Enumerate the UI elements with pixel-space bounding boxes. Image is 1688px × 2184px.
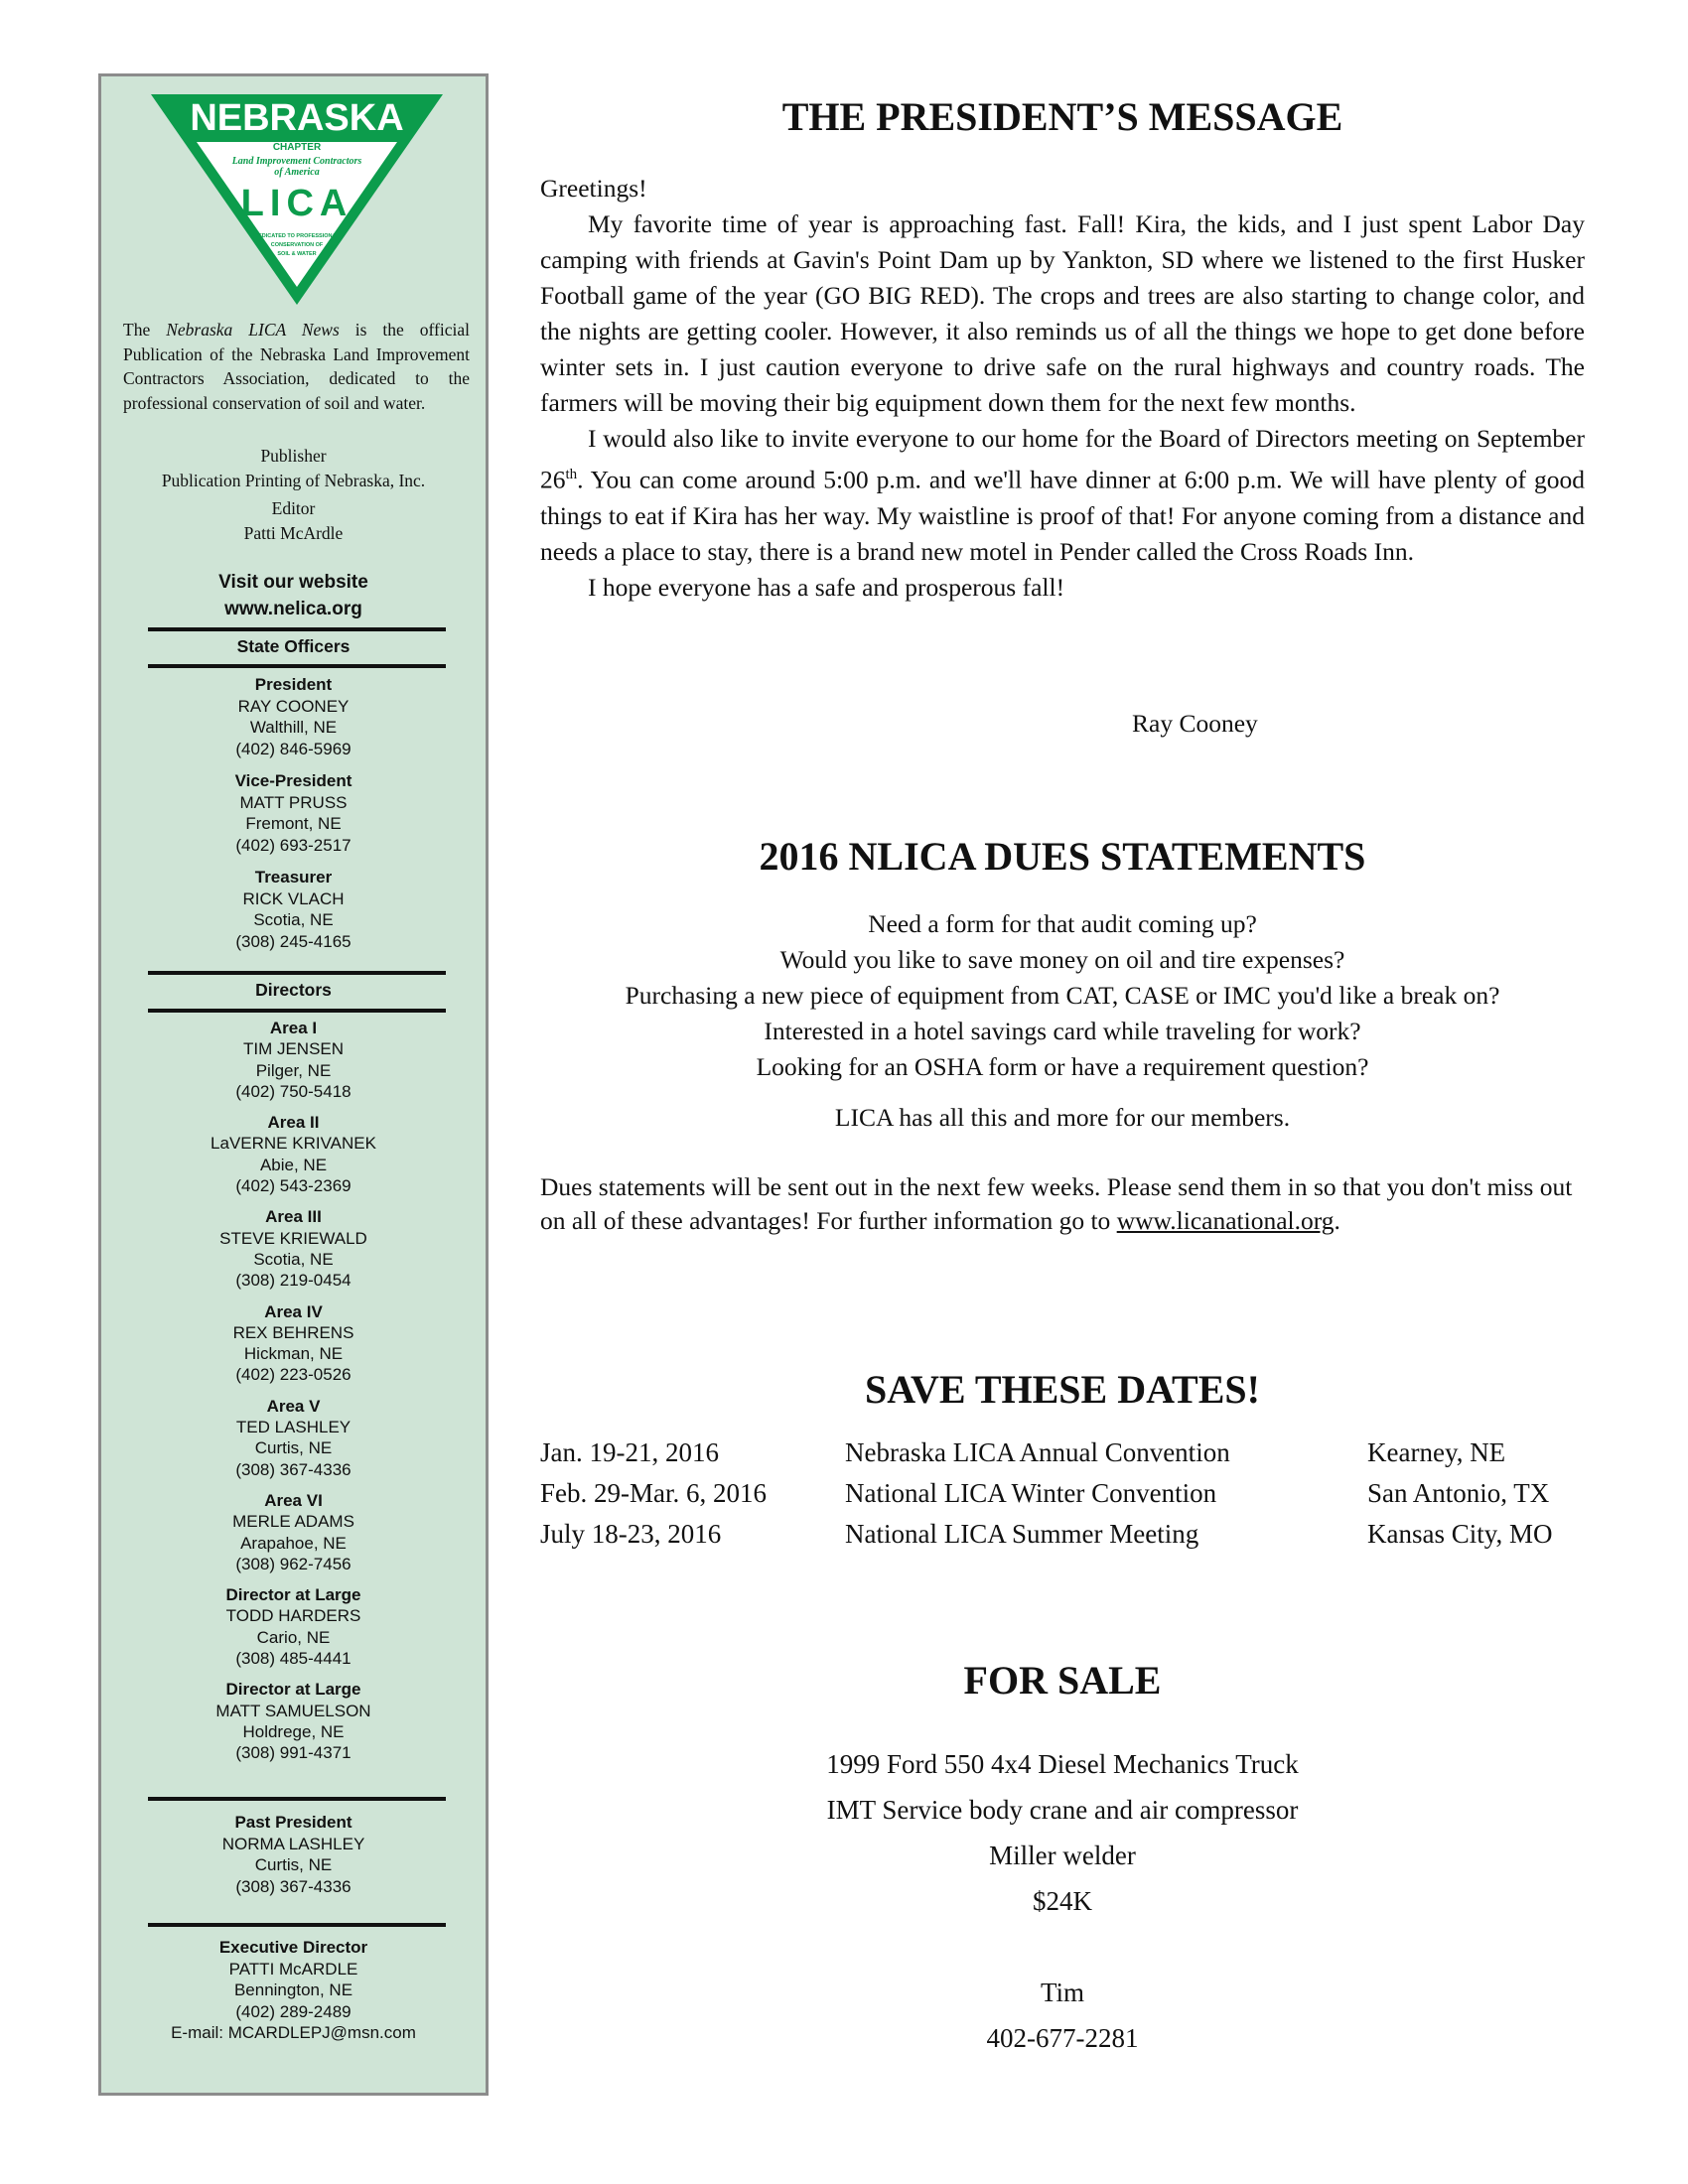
director-role: Area I xyxy=(269,1019,318,1037)
director xyxy=(101,1301,486,1386)
past-president-city: Curtis, NE xyxy=(254,1855,333,1874)
director-role: Area II xyxy=(267,1113,320,1133)
executive-director xyxy=(101,1937,486,2044)
benefit-line: Purchasing a new piece of equipment from CAT, CASE or IMC you'd like a break on? xyxy=(625,981,1500,1010)
logo-motto2: CONSERVATION OF xyxy=(270,242,324,248)
director-role: Director at Large xyxy=(225,1680,361,1700)
sale-contact-phone: 402-677-2281 xyxy=(986,2023,1139,2053)
past-president xyxy=(101,1812,486,1897)
directors-list xyxy=(101,1018,486,1774)
director-name: TIM JENSEN xyxy=(242,1039,345,1059)
dues-heading: 2016 NLICA DUES STATEMENTS xyxy=(759,834,1366,879)
officer-role: Vice-President xyxy=(234,771,352,790)
director-city: Scotia, NE xyxy=(253,1249,334,1269)
officer-name: RICK VLACH xyxy=(242,888,345,908)
logo-line2: of America xyxy=(274,167,320,178)
intro-the: The xyxy=(123,320,151,340)
sale-item: 1999 Ford 550 4x4 Diesel Mechanics Truck xyxy=(826,1749,1299,1779)
state-officers-heading: State Officers xyxy=(236,636,351,656)
divider xyxy=(148,1923,446,1927)
event-name: National LICA Winter Convention xyxy=(845,1478,1217,1508)
director xyxy=(101,1584,486,1669)
divider xyxy=(148,627,446,631)
executive-director-phone: (402) 289-2489 xyxy=(235,2001,352,2021)
logo-motto1: DEDICATED TO PROFESSIONAL xyxy=(254,233,340,239)
divider xyxy=(148,1797,446,1801)
benefit-line: Need a form for that audit coming up? xyxy=(868,909,1257,938)
event-place: Kearney, NE xyxy=(1367,1437,1506,1467)
publisher-editor xyxy=(101,444,486,546)
director-city: Pilger, NE xyxy=(255,1060,332,1080)
event-place: San Antonio, TX xyxy=(1367,1478,1550,1508)
for-sale-heading: FOR SALE xyxy=(963,1658,1162,1703)
executive-director-name: PATTI McARDLE xyxy=(228,1959,358,1979)
director xyxy=(101,1112,486,1196)
lica-national-link[interactable]: www.licanational.org xyxy=(1116,1206,1335,1235)
director-phone: (308) 485-4441 xyxy=(235,1649,352,1669)
greeting: Greetings! xyxy=(540,174,647,203)
masthead-sidebar xyxy=(98,73,489,2096)
director-role: Area III xyxy=(265,1207,322,1227)
website-link[interactable]: www.nelica.org xyxy=(224,599,362,619)
event-place: Kansas City, MO xyxy=(1367,1519,1553,1549)
director-name: MATT SAMUELSON xyxy=(215,1701,371,1720)
director-city: Holdrege, NE xyxy=(242,1721,345,1741)
paragraph-3: I hope everyone has a safe and prosperous fall! xyxy=(588,572,1065,602)
officer-name: MATT PRUSS xyxy=(239,792,348,812)
executive-director-city: Bennington, NE xyxy=(233,1980,353,1999)
benefit-line: Would you like to save money on oil and tire expenses? xyxy=(779,945,1345,974)
director-city: Hickman, NE xyxy=(243,1344,344,1364)
director-name: STEVE KRIEWALD xyxy=(219,1228,367,1248)
director-role: Area VI xyxy=(264,1490,323,1510)
officer-name: RAY COONEY xyxy=(237,696,350,716)
benefit-line: Interested in a hotel savings card while traveling for work? xyxy=(764,1017,1361,1045)
officer-role: Treasurer xyxy=(254,868,333,887)
presidents-message-body xyxy=(540,171,1585,606)
divider xyxy=(148,971,446,975)
officer-phone: (402) 693-2517 xyxy=(235,835,352,855)
director-role: Area IV xyxy=(264,1301,323,1321)
executive-director-email[interactable]: E-mail: MCARDLEPJ@msn.com xyxy=(171,2023,416,2042)
events-table xyxy=(540,1433,1593,1555)
director-city: Arapahoe, NE xyxy=(240,1533,347,1553)
director-city: Abie, NE xyxy=(259,1155,328,1174)
director-role: Director at Large xyxy=(225,1585,361,1605)
dues-paragraph-text: Dues statements will be sent out in the next few weeks. Please send them in so that you don't miss out on all of these advantages! For further information go to xyxy=(540,1172,1573,1235)
website-label: Visit our website xyxy=(218,572,368,593)
director-city: Cario, NE xyxy=(256,1627,331,1647)
website-block xyxy=(101,569,486,622)
spacer xyxy=(536,1924,1589,1970)
director-name: LaVERNE KRIVANEK xyxy=(211,1134,376,1154)
logo-motto3: SOIL & WATER xyxy=(277,251,317,257)
publication-statement xyxy=(123,318,470,415)
dues-paragraph xyxy=(540,1170,1585,1238)
director-phone: (308) 219-0454 xyxy=(235,1271,352,1291)
director xyxy=(101,1679,486,1763)
officer-treasurer xyxy=(101,867,486,952)
paragraph-1: My favorite time of year is approaching fast. Fall! Kira, the kids, and I just spent Labor Day camping with friends at Gavin's Point Dam up by Yankton, SD where we listened to the first Husker Football game of the year (GO BIG RED). The crops and trees are also starting to change color, and the nights are getting cooler. However, it also reminds us of all the things we hope to get done before winter sets in. I just caution everyone to drive safe on the rural highways and country roads. The farmers will be moving their big equipment down them for the next few months. xyxy=(540,209,1585,417)
officer-phone: (308) 245-4165 xyxy=(235,931,352,951)
intro-text: is the official Publication of the Nebraska Land Improvement Contractors Association, dedicated to the professional conservation of soil and water. xyxy=(123,320,470,413)
signature: Ray Cooney xyxy=(1132,709,1258,738)
director-role: Area V xyxy=(266,1396,321,1416)
event-date: Jan. 19-21, 2016 xyxy=(540,1437,719,1467)
director-phone: (402) 543-2369 xyxy=(235,1176,352,1196)
paragraph-2b: . You can come around 5:00 p.m. and we'll have dinner at 6:00 p.m. We will have plenty of good things to eat if Kira has her way. My waistline is proof of that! For anyone coming from a distance and needs a place to stay, there is a brand new motel in Pender called the Cross Roads Inn. xyxy=(540,465,1585,566)
sale-contact-name: Tim xyxy=(1040,1978,1085,2007)
director-name: MERLE ADAMS xyxy=(232,1512,354,1532)
nebraska-lica-logo xyxy=(149,92,445,309)
past-president-name: NORMA LASHLEY xyxy=(221,1834,365,1853)
past-president-phone: (308) 367-4336 xyxy=(235,1876,352,1896)
event-date: July 18-23, 2016 xyxy=(540,1519,722,1549)
director-name: REX BEHRENS xyxy=(232,1322,354,1342)
director-name: TED LASHLEY xyxy=(235,1418,352,1437)
dues-benefits-list xyxy=(536,906,1589,1085)
director-phone: (308) 962-7456 xyxy=(235,1554,352,1573)
officer-role: President xyxy=(254,675,333,694)
paragraph-2a: I would also like to invite everyone to our home for the Board of Directors meeting on September 26 xyxy=(540,424,1585,494)
director-name: TODD HARDERS xyxy=(225,1606,361,1626)
paragraph-2 xyxy=(540,421,1585,570)
officer-city: Scotia, NE xyxy=(253,910,334,929)
publisher-label: Publisher xyxy=(260,446,327,466)
director-city: Curtis, NE xyxy=(254,1438,333,1458)
editor-name: Patti McArdle xyxy=(243,523,344,543)
officer-president xyxy=(101,674,486,759)
ordinal-suffix: th xyxy=(565,467,578,482)
presidents-message-heading: THE PRESIDENT’S MESSAGE xyxy=(781,94,1343,139)
past-president-role: Past President xyxy=(234,1813,352,1832)
executive-director-role: Executive Director xyxy=(218,1938,368,1957)
director xyxy=(101,1490,486,1574)
sale-feature: Miller welder xyxy=(989,1841,1136,1870)
officer-vice-president xyxy=(101,770,486,856)
director-phone: (402) 223-0526 xyxy=(235,1365,352,1385)
divider xyxy=(148,1009,446,1013)
event-row xyxy=(540,1514,1593,1555)
officer-city: Walthill, NE xyxy=(249,718,338,737)
dues-tagline: LICA has all this and more for our members. xyxy=(834,1103,1291,1132)
director-phone: (402) 750-5418 xyxy=(235,1081,352,1101)
event-name: Nebraska LICA Annual Convention xyxy=(845,1437,1230,1467)
editor-label: Editor xyxy=(271,498,316,518)
director-phone: (308) 367-4336 xyxy=(235,1459,352,1479)
director-phone: (308) 991-4371 xyxy=(235,1743,352,1763)
state-officers-list xyxy=(101,674,486,963)
divider xyxy=(148,664,446,668)
logo-title: NEBRASKA xyxy=(190,97,404,139)
publisher-name: Publication Printing of Nebraska, Inc. xyxy=(161,471,426,490)
event-name: National LICA Summer Meeting xyxy=(845,1519,1199,1549)
sale-price: $24K xyxy=(1033,1886,1092,1916)
director xyxy=(101,1206,486,1291)
save-dates-heading: SAVE THESE DATES! xyxy=(865,1367,1260,1412)
officer-phone: (402) 846-5969 xyxy=(235,739,352,758)
officer-city: Fremont, NE xyxy=(245,814,342,833)
for-sale-listing xyxy=(536,1741,1589,2061)
directors-heading: Directors xyxy=(255,980,332,1000)
director xyxy=(101,1018,486,1102)
event-row xyxy=(540,1433,1593,1473)
logo-acronym: LICA xyxy=(240,183,353,224)
director xyxy=(101,1396,486,1480)
event-date: Feb. 29-Mar. 6, 2016 xyxy=(540,1478,767,1508)
sale-feature: IMT Service body crane and air compressor xyxy=(826,1795,1299,1825)
link-suffix: . xyxy=(1334,1206,1340,1235)
benefit-line: Looking for an OSHA form or have a requirement question? xyxy=(756,1052,1369,1081)
logo-line1: Land Improvement Contractors xyxy=(231,156,362,167)
event-row xyxy=(540,1473,1593,1514)
logo-chapter: CHAPTER xyxy=(272,142,322,153)
publication-name: Nebraska LICA News xyxy=(166,320,340,340)
